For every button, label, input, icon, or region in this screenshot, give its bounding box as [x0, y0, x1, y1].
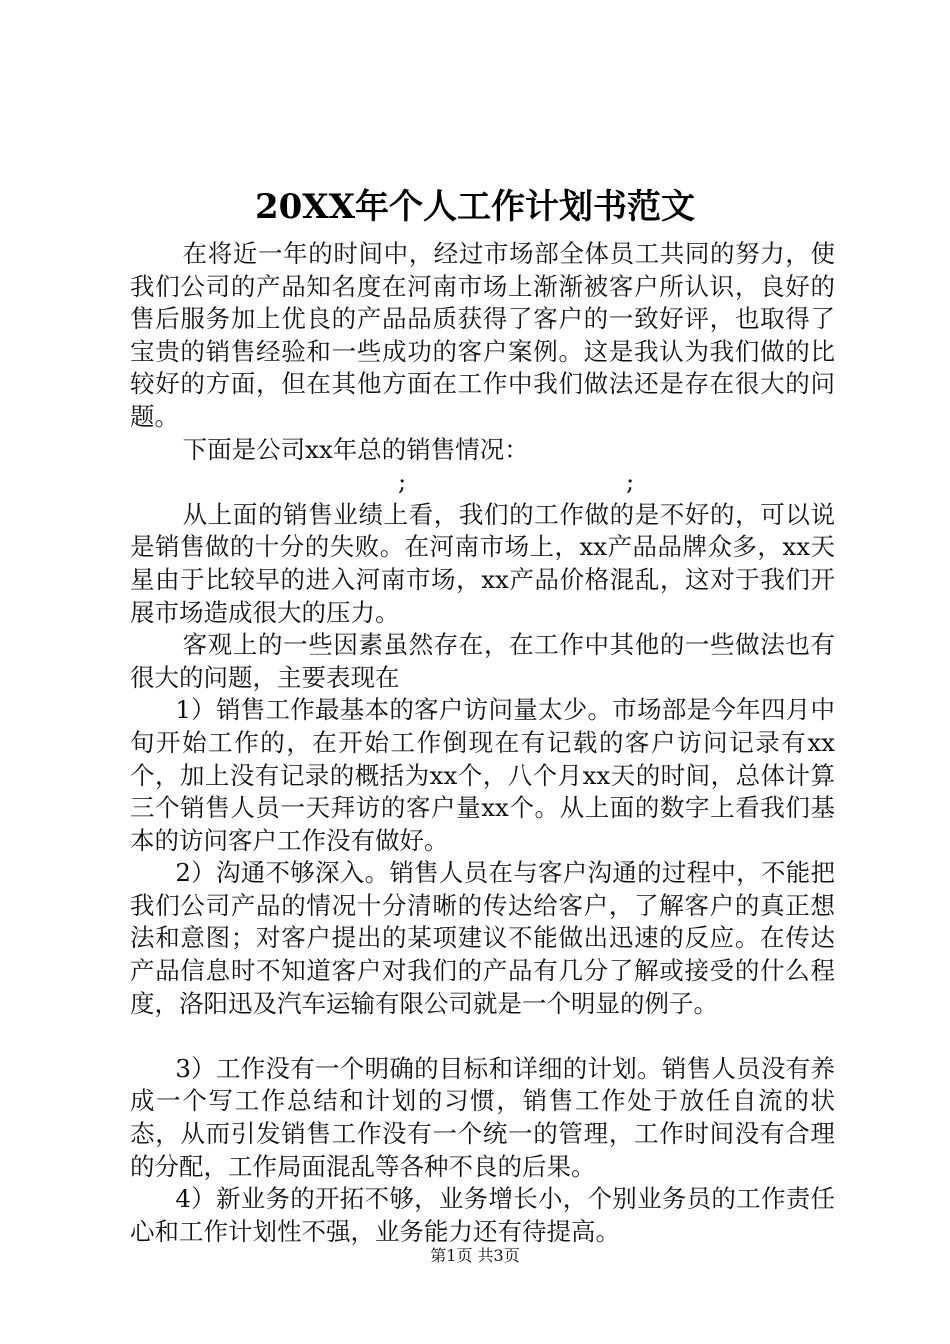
sales-table-placeholder: [130, 466, 835, 499]
document-title: 20XX年个人工作计划书范文: [254, 187, 696, 227]
list-item-2: 2）沟通不够深入。销售人员在与客户沟通的过程中，不能把我们公司产品的情况十分清晰的传达给客户，了解客户的真正想法和意图；对客户提出的某项建议不能做出迅速的反应。在传达产品信息时不知道客户对我们的产品有几分了解或接受的什么程度，洛阳迅及汽车运输有限公司就是一个明显的例子。: [130, 858, 835, 1018]
blank-line: [130, 1020, 835, 1053]
paragraph-intro: 在将近一年的时间中，经过市场部全体员工共同的努力，使我们公司的产品知名度在河南市场上渐渐被客户所认识，良好的售后服务加上优良的产品品质获得了客户的一致好评，也取得了宝贵的销售经验和一些成功的客户案例。这是我认为我们做的比较好的方面，但在其他方面在工作中我们做法还是存在很大的问题。: [130, 239, 835, 431]
paragraph-problems-intro: 客观上的一些因素虽然存在，在工作中其他的一些做法也有很大的问题，主要表现在: [130, 630, 835, 692]
page-footer: 第1页 共3页: [430, 1246, 520, 1265]
list-item-3: 3）工作没有一个明确的目标和详细的计划。销售人员没有养成一个写工作总结和计划的习惯，销售工作处于放任自流的状态，从而引发销售工作没有一个统一的管理，工作时间没有合理的分配，工作局面混乱等各种不良的后果。: [130, 1053, 835, 1181]
list-item-1: 1）销售工作最基本的客户访问量太少。市场部是今年四月中旬开始工作的，在开始工作倒现在有记载的客户访问记录有xx个，加上没有记录的概括为xx个，八个月xx天的时间，总体计算三个销售人员一天拜访的客户量xx个。从上面的数字上看我们基本的访问客户工作没有做好。: [130, 695, 835, 855]
semicolon-1: ;: [398, 467, 407, 497]
document-body: [130, 238, 835, 1248]
list-item-4: 4）新业务的开拓不够，业务增长小，个别业务员的工作责任心和工作计划性不强，业务能力还有待提高。: [130, 1184, 835, 1246]
paragraph-sales-summary: 下面是公司xx年总的销售情况：: [182, 434, 529, 464]
semicolon-2: ;: [626, 467, 635, 497]
paragraph-analysis: 从上面的销售业绩上看，我们的工作做的是不好的，可以说是销售做的十分的失败。在河南市场上，xx产品品牌众多，xx天星由于比较早的进入河南市场，xx产品价格混乱，这对于我们开展市场造成很大的压力。: [130, 499, 835, 627]
